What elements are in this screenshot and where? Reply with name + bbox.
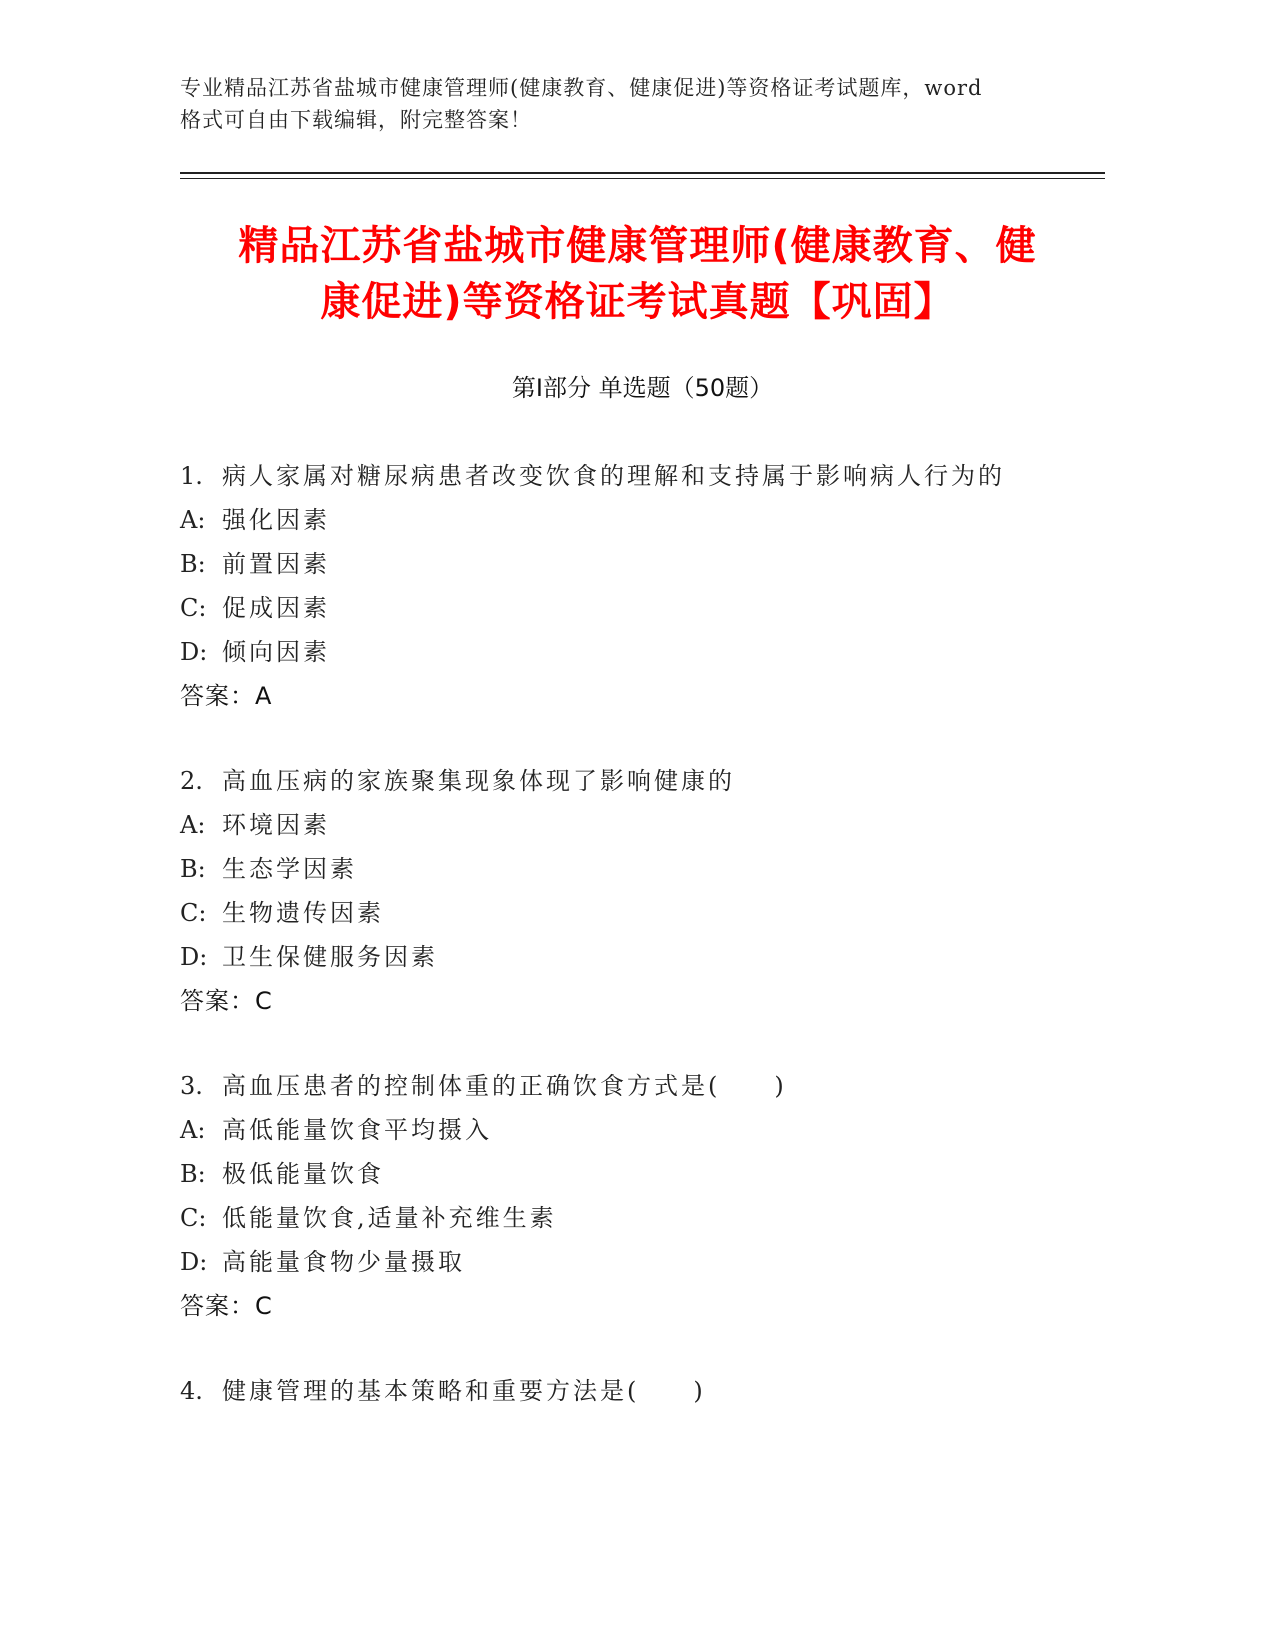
option-key: D: xyxy=(180,638,208,666)
option-key: B: xyxy=(180,855,206,883)
option-text: 低能量饮食,适量补充维生素 xyxy=(222,1204,557,1232)
title-line-2: 康促进)等资格证考试真题【巩固】 xyxy=(320,279,955,325)
title-line-1: 精品江苏省盐城市健康管理师(健康教育、健 xyxy=(238,223,1037,269)
question-stem xyxy=(180,759,1105,803)
option-d xyxy=(180,935,1105,979)
section-heading: 第Ⅰ部分 单选题（50题） xyxy=(511,374,774,402)
option-text: 强化因素 xyxy=(222,506,330,534)
option-c xyxy=(180,1196,1105,1240)
question-number: 4. xyxy=(180,1377,203,1405)
page-header xyxy=(180,72,1060,136)
option-key: A: xyxy=(180,506,206,534)
option-text: 环境因素 xyxy=(222,811,330,839)
option-text: 卫生保健服务因素 xyxy=(222,943,438,971)
document-title xyxy=(160,218,1115,330)
option-d xyxy=(180,1240,1105,1284)
question-4 xyxy=(180,1369,1105,1413)
option-a xyxy=(180,803,1105,847)
option-key: A: xyxy=(180,1116,206,1144)
question-3 xyxy=(180,1064,1105,1328)
option-key: C: xyxy=(180,899,207,927)
question-stem xyxy=(180,454,1105,498)
option-a xyxy=(180,1108,1105,1152)
option-b xyxy=(180,847,1105,891)
question-text: 病人家属对糖尿病患者改变饮食的理解和支持属于影响病人行为的 xyxy=(222,462,1005,490)
option-d xyxy=(180,630,1105,674)
option-text: 倾向因素 xyxy=(222,638,330,666)
option-b xyxy=(180,1152,1105,1196)
option-key: C: xyxy=(180,1204,207,1232)
option-a xyxy=(180,498,1105,542)
option-key: A: xyxy=(180,811,206,839)
question-number: 2. xyxy=(180,767,203,795)
option-text: 生态学因素 xyxy=(222,855,357,883)
option-text: 高能量食物少量摄取 xyxy=(222,1248,465,1276)
header-divider-thin xyxy=(180,178,1105,179)
question-text: 高血压病的家族聚集现象体现了影响健康的 xyxy=(222,767,735,795)
header-line-2: 格式可自由下载编辑，附完整答案！ xyxy=(180,108,532,132)
option-text: 促成因素 xyxy=(222,594,330,622)
option-c xyxy=(180,586,1105,630)
question-number: 1. xyxy=(180,462,203,490)
question-number: 3. xyxy=(180,1072,203,1100)
option-key: B: xyxy=(180,550,206,578)
question-2 xyxy=(180,759,1105,1023)
answer-line: 答案：C xyxy=(180,987,273,1015)
question-stem xyxy=(180,1064,1105,1108)
question-1 xyxy=(180,454,1105,718)
option-b xyxy=(180,542,1105,586)
option-c xyxy=(180,891,1105,935)
question-text: 健康管理的基本策略和重要方法是( ) xyxy=(222,1377,706,1405)
option-key: D: xyxy=(180,943,208,971)
answer-line: 答案：C xyxy=(180,1292,273,1320)
header-line-1: 专业精品江苏省盐城市健康管理师(健康教育、健康促进)等资格证考试题库，word xyxy=(180,76,983,100)
option-key: C: xyxy=(180,594,207,622)
answer-line: 答案：A xyxy=(180,682,273,710)
option-key: B: xyxy=(180,1160,206,1188)
question-stem xyxy=(180,1369,1105,1413)
option-text: 高低能量饮食平均摄入 xyxy=(222,1116,492,1144)
option-key: D: xyxy=(180,1248,208,1276)
option-text: 生物遗传因素 xyxy=(222,899,384,927)
option-text: 前置因素 xyxy=(222,550,330,578)
option-text: 极低能量饮食 xyxy=(222,1160,384,1188)
question-text: 高血压患者的控制体重的正确饮食方式是( ) xyxy=(222,1072,787,1100)
header-divider-thick xyxy=(180,172,1105,174)
